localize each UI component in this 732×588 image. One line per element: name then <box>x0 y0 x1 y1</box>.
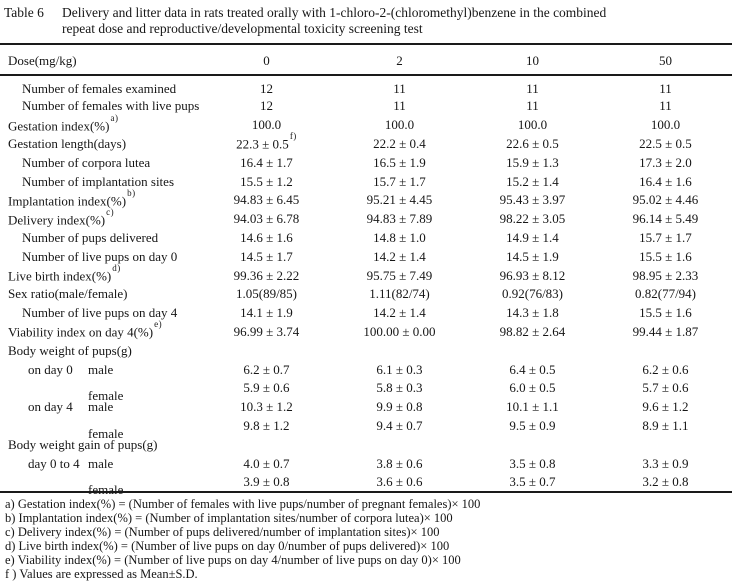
table-row <box>0 417 732 436</box>
value-cell: 8.9 ± 1.1 <box>642 417 689 433</box>
dose-col-0: 0 <box>200 44 333 75</box>
value-cell: 3.9 ± 0.8 <box>243 473 290 489</box>
value-cell: 16.4 ± 1.6 <box>639 173 692 189</box>
value-cell: 22.5 ± 0.5 <box>639 135 692 151</box>
value-cell: 5.7 ± 0.6 <box>642 380 689 396</box>
footnote-marker: f) <box>289 131 297 142</box>
value-cell: 95.75 ± 7.49 <box>366 267 433 283</box>
row-label: Delivery index(%)$^{c)}$ <box>8 206 115 227</box>
row-label: Number of pups delivered <box>22 229 159 245</box>
value-cell <box>333 435 466 454</box>
footnotes <box>0 497 732 581</box>
value-cell: 11 <box>659 98 672 114</box>
value-cell: 9.8 ± 1.2 <box>243 417 290 433</box>
value-cell: 9.4 ± 0.7 <box>376 417 423 433</box>
value-cell: 14.5 ± 1.9 <box>506 248 559 264</box>
table-row <box>0 247 732 266</box>
value-cell: 14.9 ± 1.4 <box>506 229 559 245</box>
row-label: Gestation index(%)$^{a)}$ <box>8 112 119 133</box>
footnote-d: d) Live birth index(%) = (Number of live pups on day 0/number of pups delivered)× 100 <box>5 538 450 553</box>
value-cell: 94.03 ± 6.78 <box>233 211 300 227</box>
value-cell <box>200 341 333 360</box>
row-label: on day 4 male <box>28 399 114 415</box>
value-cell: 6.0 ± 0.5 <box>509 380 556 396</box>
table-row <box>0 285 732 304</box>
value-cell: 5.9 ± 0.6 <box>243 380 290 396</box>
table-title-line1: Delivery and litter data in rats treated orally with 1-chloro-2-(chloromethyl)benzene in the combined <box>62 5 607 20</box>
value-cell <box>599 341 732 360</box>
row-sublabel: female <box>88 425 124 441</box>
value-cell: 99.36 ± 2.22 <box>233 267 300 283</box>
row-label: Gestation length(days) <box>8 135 127 151</box>
row-label <box>0 417 200 441</box>
value-cell: 15.5 ± 1.6 <box>639 248 692 264</box>
table-title <box>62 5 732 37</box>
value-cell: 4.0 ± 0.7 <box>243 455 290 471</box>
footnote-marker: c) <box>106 206 115 217</box>
value-cell: 6.1 ± 0.3 <box>376 361 423 377</box>
footnote-e: e) Viability index(%) = (Number of live pups on day 4/number of live pups on day 0)× 100 <box>5 552 461 567</box>
footnote-a: a) Gestation index(%) = (Number of females with live pups/number of pregnant females)× 100 <box>5 496 481 511</box>
table-row <box>0 341 732 360</box>
value-cell: 17.3 ± 2.0 <box>639 154 692 170</box>
table-title-line2: repeat dose and reproductive/developmental toxicity screening test <box>62 21 423 36</box>
value-cell: 16.5 ± 1.9 <box>373 154 426 170</box>
table-number: Table 6 <box>4 5 44 20</box>
table-row <box>0 135 732 154</box>
value-cell: 15.5 ± 1.6 <box>639 305 692 321</box>
value-cell: 3.8 ± 0.6 <box>376 455 423 471</box>
value-cell: 100.0 <box>517 117 548 133</box>
value-cell: 94.83 ± 7.89 <box>366 211 433 227</box>
row-label: Body weight of pups(g) <box>8 342 132 358</box>
table-row <box>0 323 732 342</box>
value-cell: 6.4 ± 0.5 <box>509 361 556 377</box>
table-row <box>0 398 732 417</box>
value-cell: 9.9 ± 0.8 <box>376 399 423 415</box>
table-row <box>0 229 732 248</box>
row-label: Number of females with live pups <box>22 98 200 114</box>
dose-header-label: Dose(mg/kg) <box>0 44 200 75</box>
value-cell: 22.6 ± 0.5 <box>506 135 559 151</box>
footnote-marker: d) <box>112 262 121 273</box>
value-cell: 11 <box>526 81 539 96</box>
value-cell: 0.92(76/83) <box>501 286 564 302</box>
table-caption <box>0 5 732 37</box>
value-cell: 12 <box>260 98 273 114</box>
value-cell: 1.11(82/74) <box>369 286 430 302</box>
value-cell: 14.2 ± 1.4 <box>373 248 426 264</box>
value-cell <box>333 341 466 360</box>
row-label <box>0 379 200 404</box>
value-cell: 14.5 ± 1.7 <box>240 248 293 264</box>
value-cell: 96.14 ± 5.49 <box>632 211 699 227</box>
table-row <box>0 266 732 285</box>
table-row <box>0 75 732 97</box>
table-row <box>0 210 732 229</box>
row-sublabel: male <box>88 399 114 415</box>
value-cell: 14.6 ± 1.6 <box>240 229 293 245</box>
table-row <box>0 116 732 135</box>
value-cell: 14.8 ± 1.0 <box>373 229 426 245</box>
value-cell: 15.5 ± 1.2 <box>240 173 293 189</box>
value-cell: 22.3 ± 0.5$^{f)}$ <box>236 131 297 152</box>
row-label: Number of live pups on day 0 <box>22 248 178 264</box>
value-cell: 9.6 ± 1.2 <box>642 399 689 415</box>
value-cell: 5.8 ± 0.3 <box>376 380 423 396</box>
row-label: Viability index on day 4(%)$^{e)}$ <box>8 319 163 340</box>
row-label: Number of corpora lutea <box>22 154 151 170</box>
value-cell: 11 <box>393 98 406 114</box>
row-label <box>0 473 200 497</box>
row-label: Sex ratio(male/female) <box>8 286 128 302</box>
value-cell: 9.5 ± 0.9 <box>509 417 556 433</box>
dose-col-10: 10 <box>466 44 599 75</box>
value-cell: 15.7 ± 1.7 <box>373 173 426 189</box>
value-cell: 6.2 ± 0.6 <box>642 361 689 377</box>
footnote-marker: e) <box>154 319 163 330</box>
value-cell <box>466 435 599 454</box>
value-cell: 14.3 ± 1.8 <box>506 305 559 321</box>
table-body <box>0 75 732 497</box>
footnote-b: b) Implantation index(%) = (Number of implantation sites/number of corpora lutea)× 100 <box>5 510 453 525</box>
row-sublabel: male <box>88 361 114 377</box>
table-row <box>0 435 732 454</box>
value-cell: 95.43 ± 3.97 <box>499 192 566 208</box>
table-row <box>0 172 732 191</box>
row-label: Implantation index(%)$^{b)}$ <box>8 187 136 209</box>
value-cell: 15.9 ± 1.3 <box>506 154 559 170</box>
table-row <box>0 379 732 398</box>
value-cell: 3.3 ± 0.9 <box>642 455 689 471</box>
row-label: Body weight gain of pups(g) <box>8 436 158 452</box>
value-cell: 1.05(89/85) <box>235 286 298 302</box>
row-label: Live birth index(%)$^{d)}$ <box>8 262 121 284</box>
value-cell: 10.3 ± 1.2 <box>240 399 293 415</box>
value-cell: 3.5 ± 0.7 <box>509 473 556 489</box>
footnote-marker: b) <box>127 187 136 198</box>
value-cell: 15.2 ± 1.4 <box>506 173 559 189</box>
value-cell: 14.1 ± 1.9 <box>240 305 293 321</box>
value-cell: 22.2 ± 0.4 <box>373 135 426 151</box>
value-cell: 6.2 ± 0.7 <box>243 361 290 377</box>
value-cell: 98.82 ± 2.64 <box>499 323 566 339</box>
delivery-litter-data-table <box>0 43 732 497</box>
value-cell: 0.82(77/94) <box>634 286 697 302</box>
dose-col-50: 50 <box>599 44 732 75</box>
row-label: Number of implantation sites <box>22 173 175 189</box>
value-cell <box>200 435 333 454</box>
row-sublabel: female <box>88 481 124 497</box>
row-sublabel: female <box>88 388 124 404</box>
value-cell: 11 <box>526 98 539 114</box>
value-cell: 98.95 ± 2.33 <box>632 267 699 283</box>
value-cell: 94.83 ± 6.45 <box>233 192 300 208</box>
value-cell: 100.0 <box>650 117 681 133</box>
footnote-c: c) Delivery index(%) = (Number of pups delivered/number of implantation sites)× 100 <box>5 524 440 539</box>
table-row <box>0 454 732 473</box>
row-label: Number of live pups on day 4 <box>22 305 178 321</box>
value-cell: 100.0 <box>251 117 282 133</box>
value-cell: 95.02 ± 4.46 <box>632 192 699 208</box>
table-row <box>0 304 732 323</box>
value-cell: 11 <box>659 81 672 96</box>
value-cell: 3.5 ± 0.8 <box>509 455 556 471</box>
dose-col-2: 2 <box>333 44 466 75</box>
table-row <box>0 360 732 379</box>
value-cell: 16.4 ± 1.7 <box>240 154 293 170</box>
value-cell: 95.21 ± 4.45 <box>366 192 433 208</box>
value-cell: 14.2 ± 1.4 <box>373 305 426 321</box>
value-cell: 100.0 <box>384 117 415 133</box>
value-cell: 11 <box>393 81 406 96</box>
value-cell <box>466 341 599 360</box>
value-cell: 3.6 ± 0.6 <box>376 473 423 489</box>
value-cell <box>599 435 732 454</box>
footnote-marker: a) <box>110 112 119 123</box>
table-row <box>0 473 732 492</box>
footnote-f: f ) Values are expressed as Mean±S.D. <box>5 566 198 581</box>
row-sublabel: male <box>88 455 114 471</box>
value-cell: 12 <box>260 81 273 96</box>
value-cell: 3.2 ± 0.8 <box>642 473 689 489</box>
row-label: Number of females examined <box>22 81 177 96</box>
value-cell: 98.22 ± 3.05 <box>499 211 566 227</box>
row-label: day 0 to 4 male <box>28 455 114 471</box>
value-cell: 96.99 ± 3.74 <box>233 323 300 339</box>
value-cell: 96.93 ± 8.12 <box>499 267 566 283</box>
value-cell: 99.44 ± 1.87 <box>632 323 699 339</box>
value-cell: 15.7 ± 1.7 <box>639 229 692 245</box>
table-row <box>0 153 732 172</box>
value-cell: 10.1 ± 1.1 <box>506 399 559 415</box>
row-label: on day 0 male <box>28 361 114 377</box>
value-cell: 100.00 ± 0.00 <box>363 323 436 339</box>
dose-header-row <box>0 44 732 75</box>
